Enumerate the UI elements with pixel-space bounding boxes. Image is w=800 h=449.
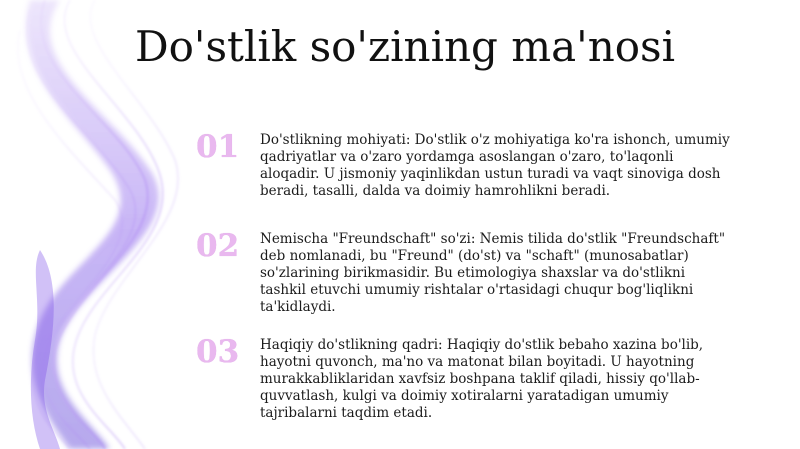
item-text: Do'stlikning mohiyati: Do'stlik o'z mohiyatiga ko'ra ishonch, umumiy qadriyatlar va o'zaro yordamga asoslangan o'zaro, to'laqonli aloqadir. U jismoniy yaqinlikdan ustun turadi va vaqt sinoviga dosh beradi, tasalli, dalda va doimiy hamrohlikni beradi. [260,132,730,199]
slide-title: Do'stlik so'zining ma'nosi [134,22,676,71]
item-text: Nemischa "Freundschaft" so'zi: Nemis tilida do'stlik "Freundschaft" deb nomlanadi, bu "Freund" (do'st) va "schaft" (munosabatlar) so'zlarining birikmasidir. Bu etimologiya shaxslar va do'stlikni tashkil etuvchi umumiy rishtalar o'rtasidagi chuqur bog'liqlikni ta'kidlaydi. [260,231,726,315]
item-text: Haqiqiy do'stlikning qadri: Haqiqiy do'stlik bebaho xazina bo'lib, hayotni quvonch, ma'no va matonat bilan boyitadi. U hayotning murakkabliklaridan xavfsiz boshpana taklif qiladi, hissiy qo'llab-quvvatlash, kulgi va doimiy xotiralarni yaratadigan umumiy tajribalarni taqdim etadi. [260,337,704,421]
item-number: 03 [196,334,240,370]
item-number: 02 [196,228,240,264]
item-number: 01 [196,129,240,165]
